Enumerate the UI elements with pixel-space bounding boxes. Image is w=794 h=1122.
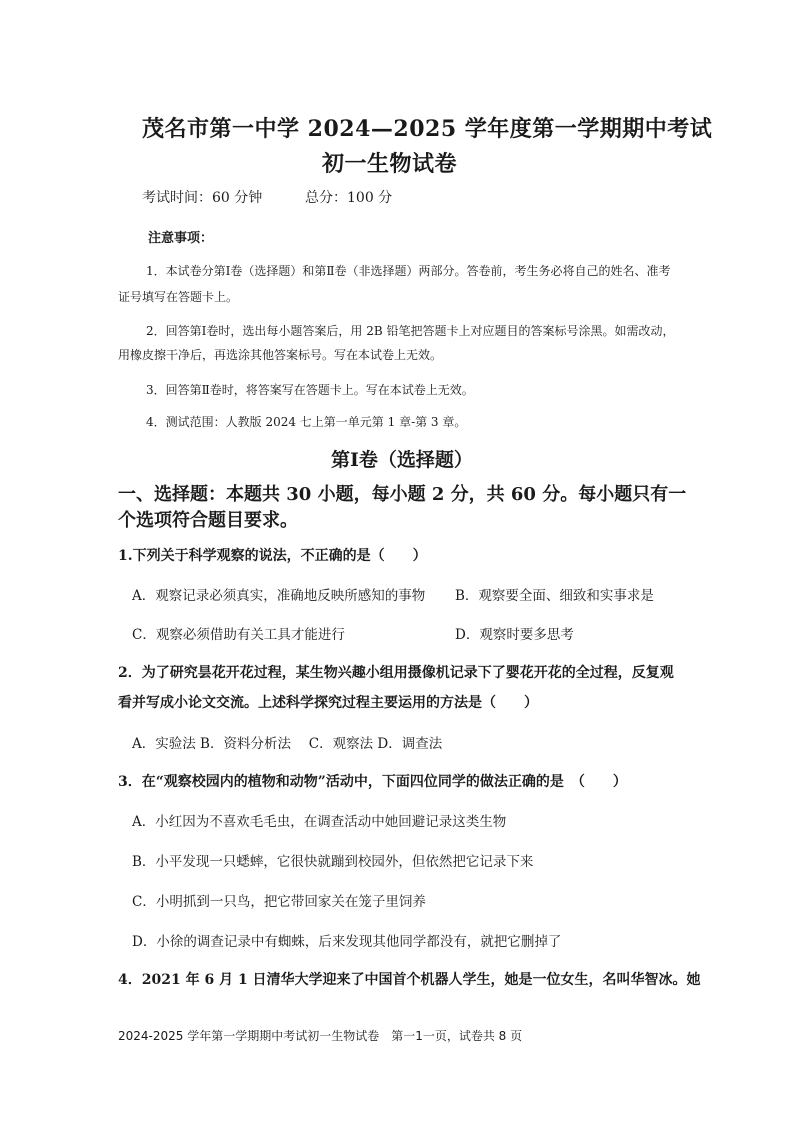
exam-time: 考试时间：60 分钟 [142,190,263,206]
note-item-2-line-1: 2．回答第Ⅰ卷时，选出每小题答案后，用 2B 铅笔把答题卡上对应题目的答案标号涂黑。如需改动， [146,324,675,338]
note-item-4: 4．测试范围：人教版 2024 七上第一单元第 1 章-第 3 章。 [146,415,467,429]
exam-title: 茂名市第一中学 2024—2025 学年度第一学期期中考试 [142,116,713,142]
question-2-options: A．实验法 B．资料分析法 C．观察法 D．调查法 [132,736,443,752]
question-3-option-d: D．小徐的调查记录中有蜘蛛，后来发现其他同学都没有，就把它删掉了 [132,934,562,950]
note-item-1-line-1: 1．本试卷分第Ⅰ卷（选择题）和第Ⅱ卷（非选择题）两部分。答卷前，考生务必将自己的姓名、准考 [146,264,671,278]
question-1-option-a: A．观察记录必须真实，准确地反映所感知的事物 [132,588,426,604]
question-2-stem-line-1: 2．为了研究昙花开花过程，某生物兴趣小组用摄像机记录下了婴花开花的全过程，反复观 [118,665,674,681]
question-1-option-d: D．观察时要多思考 [455,627,574,643]
section-heading-line-2: 个选项符合题目要求。 [118,510,298,531]
part-one-title: 第Ⅰ卷（选择题） [331,449,473,471]
question-3-stem: 3．在“观察校园内的植物和动物”活动中，下面四位同学的做法正确的是 （ ） [118,774,627,790]
note-item-3: 3．回答第Ⅱ卷时，将答案写在答题卡上。写在本试卷上无效。 [146,383,474,397]
notes-heading: 注意事项： [148,231,214,246]
question-2-stem-line-2: 看并写成小论文交流。上述科学探究过程主要运用的方法是（ ） [118,695,538,711]
note-item-1-line-2: 证号填写在答题卡上。 [118,290,239,304]
page-footer: 2024-2025 学年第一学期期中考试初一生物试卷 第一1一页，试卷共 8 页 [118,1029,523,1043]
question-3-option-a: A．小红因为不喜欢毛毛虫，在调查活动中她回避记录这类生物 [132,814,507,830]
question-1-option-b: B．观察要全面、细致和实事求是 [455,588,654,604]
question-1-stem: 1.下列关于科学观察的说法，不正确的是（ ） [118,548,427,564]
question-3-option-b: B．小平发现一只蟋蟀，它很快就蹦到校园外，但依然把它记录下来 [132,854,534,870]
question-4-stem-line-1: 4．2021 年 6 月 1 日清华大学迎来了中国首个机器人学生，她是一位女生，名叫华智冰。她 [118,972,701,988]
exam-subtitle: 初一生物试卷 [322,151,458,177]
exam-total-score: 总分：100 分 [305,190,393,206]
question-3-option-c: C．小明抓到一只鸟，把它带回家关在笼子里饲养 [132,894,426,910]
question-1-option-c: C．观察必须借助有关工具才能进行 [132,627,345,643]
section-heading-line-1: 一、选择题：本题共 30 小题，每小题 2 分，共 60 分。每小题只有一 [118,484,687,505]
note-item-2-line-2: 用橡皮擦干净后，再选涂其他答案标号。写在本试卷上无效。 [118,348,443,362]
